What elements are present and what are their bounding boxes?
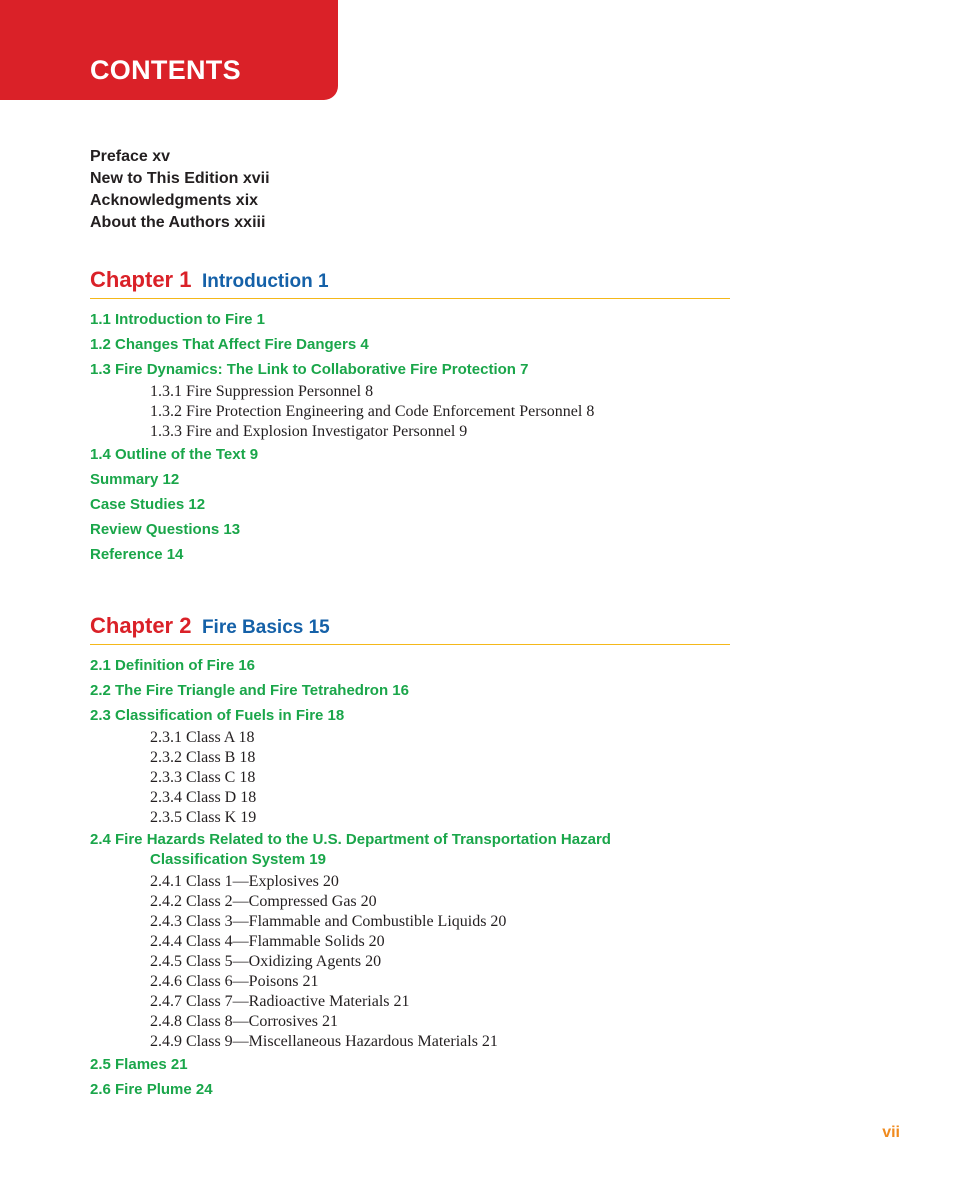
front-matter-list (90, 146, 270, 234)
chapter-2-entries (90, 653, 730, 1102)
front-matter-item[interactable]: About the Authors xxiii (90, 214, 266, 231)
toc-subsection[interactable]: 2.3.4 Class D 18 (150, 789, 257, 806)
toc-section[interactable]: 2.6 Fire Plume 24 (90, 1081, 213, 1098)
toc-section-continuation: Classification System 19 (150, 851, 326, 868)
toc-section[interactable]: 1.1 Introduction to Fire 1 (90, 311, 266, 328)
toc-section[interactable]: 2.1 Definition of Fire 16 (90, 657, 256, 674)
toc-section[interactable]: 2.3 Classification of Fuels in Fire 18 (90, 707, 345, 724)
front-matter-item[interactable]: New to This Edition xvii (90, 170, 270, 187)
toc-subsection[interactable]: 2.3.2 Class B 18 (150, 749, 256, 766)
toc-subsection[interactable]: 1.3.2 Fire Protection Engineering and Code Enforcement Personnel 8 (150, 403, 595, 420)
toc-subsection[interactable]: 2.3.3 Class C 18 (150, 769, 256, 786)
toc-section[interactable]: 2.2 The Fire Triangle and Fire Tetrahedron 16 (90, 682, 409, 699)
front-matter-item[interactable]: Acknowledgments xix (90, 192, 259, 209)
chapter-2-heading[interactable] (90, 608, 730, 645)
chapter-1-entries (90, 307, 730, 567)
toc-section[interactable]: 2.5 Flames 21 (90, 1056, 188, 1073)
front-matter-item[interactable]: Preface xv (90, 148, 171, 165)
toc-subsection[interactable]: 2.3.5 Class K 19 (150, 809, 257, 826)
toc-subsection[interactable]: 2.4.5 Class 5—Oxidizing Agents 20 (150, 953, 382, 970)
toc-section[interactable]: 1.3 Fire Dynamics: The Link to Collaborative Fire Protection 7 (90, 361, 529, 378)
toc-subsection[interactable]: 2.4.7 Class 7—Radioactive Materials 21 (150, 993, 410, 1010)
toc-subsection[interactable]: 2.4.3 Class 3—Flammable and Combustible Liquids 20 (150, 913, 507, 930)
chapter-number: Chapter 2 (90, 613, 192, 638)
chapter-1-heading[interactable] (90, 262, 730, 299)
contents-banner (0, 0, 338, 100)
toc-section[interactable]: Reference 14 (90, 546, 184, 563)
toc-section-line: 2.4 Fire Hazards Related to the U.S. Department of Transportation Hazard (90, 831, 611, 848)
toc-section[interactable]: 1.4 Outline of the Text 9 (90, 446, 259, 463)
chapter-title: Introduction 1 (201, 271, 329, 292)
toc-subsection[interactable]: 2.3.1 Class A 18 (150, 729, 255, 746)
page-number: vii (882, 1124, 900, 1141)
toc-subsection[interactable]: 2.4.8 Class 8—Corrosives 21 (150, 1013, 338, 1030)
toc-section[interactable]: Case Studies 12 (90, 496, 206, 513)
toc-subsection[interactable]: 2.4.2 Class 2—Compressed Gas 20 (150, 893, 377, 910)
toc-section[interactable] (90, 830, 730, 870)
toc-subsection[interactable]: 2.4.6 Class 6—Poisons 21 (150, 973, 319, 990)
toc-subsection[interactable]: 2.4.9 Class 9—Miscellaneous Hazardous Materials 21 (150, 1033, 498, 1050)
page-title: CONTENTS (90, 55, 241, 85)
toc-subsection[interactable]: 2.4.1 Class 1—Explosives 20 (150, 873, 339, 890)
toc-subsection[interactable]: 1.3.3 Fire and Explosion Investigator Personnel 9 (150, 423, 468, 440)
chapter-number: Chapter 1 (90, 267, 192, 292)
chapter-title: Fire Basics 15 (201, 617, 330, 638)
toc-subsection[interactable]: 2.4.4 Class 4—Flammable Solids 20 (150, 933, 385, 950)
toc-subsection[interactable]: 1.3.1 Fire Suppression Personnel 8 (150, 383, 374, 400)
chapter-2-block (90, 608, 730, 1102)
chapter-1-block (90, 262, 730, 567)
toc-section[interactable]: Review Questions 13 (90, 521, 241, 538)
toc-section[interactable]: Summary 12 (90, 471, 180, 488)
toc-section[interactable]: 1.2 Changes That Affect Fire Dangers 4 (90, 336, 369, 353)
